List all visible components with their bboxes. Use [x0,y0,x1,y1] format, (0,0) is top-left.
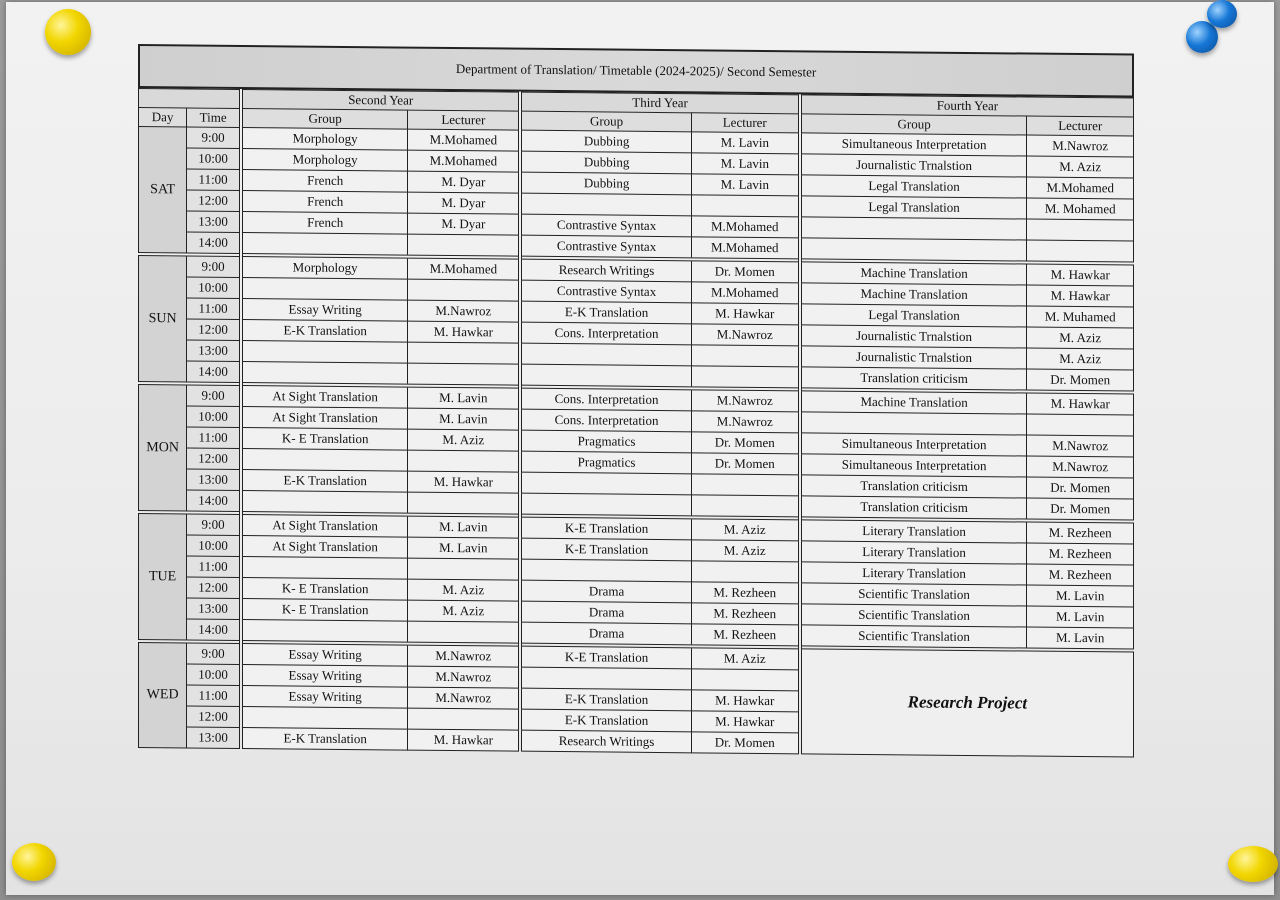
y2-group-cell [241,448,408,471]
y4-group-cell: Scientific Translation [800,604,1027,627]
day-cell: MON [139,383,187,512]
y3-lecturer-cell [691,366,800,390]
y3-group-cell: Dubbing [520,151,691,174]
y4-group-cell [800,238,1027,263]
y2-group-cell: French [241,169,408,192]
day-cell: SUN [139,254,187,383]
y2-lecturer-cell: M.Nawroz [408,666,521,688]
y3-group-cell: K-E Translation [520,538,691,561]
y3-group-cell: Research Writings [520,730,691,753]
y2-lecturer-cell: M. Lavin [408,386,521,410]
y3-group-cell: K-E Translation [520,645,691,669]
y3-group-cell [520,559,691,582]
day-cell: TUE [139,512,187,641]
y2-lecturer-cell: M.Nawroz [408,300,521,322]
y3-group-cell: Cons. Interpretation [520,387,691,411]
y4-lecturer-cell: Dr. Momen [1027,498,1134,522]
y2-lecturer-cell [408,363,521,387]
y2-lecturer-cell: M. Lavin [408,515,521,539]
y2-group-cell [241,706,408,729]
y3-group-cell: K-E Translation [520,516,691,540]
time-cell: 13:00 [187,469,241,491]
y4-lecturer-cell: M. Hawkar [1027,285,1134,307]
y4-group-cell: Legal Translation [800,196,1027,219]
y3-group-cell: Pragmatics [520,451,691,474]
time-cell: 9:00 [187,127,241,149]
time-cell: 9:00 [187,383,241,406]
y3-lecturer-cell [691,669,800,691]
y3-group-cell: E-K Translation [520,709,691,732]
y4-group-cell: Simultaneous Interpretation [800,133,1027,156]
time-cell: 13:00 [187,211,241,233]
y3-lecturer-cell: M.Mohamed [691,237,800,261]
y4-lecturer-cell: M. Lavin [1027,606,1134,628]
y3-group-cell [520,364,691,388]
timetable-sheet [138,44,1134,786]
y4-group-cell: Translation criticism [800,496,1027,521]
y4-lecturer-cell [1027,414,1134,436]
fourth-year-header: Fourth Year [800,95,1134,117]
yellow-pin-top-left [45,9,91,55]
time-cell: 11:00 [187,556,241,578]
time-cell: 10:00 [187,277,241,299]
y2-lecturer-cell: M. Aziz [408,600,521,622]
y2-lecturer-cell: M.Mohamed [408,257,521,281]
y2-lecturer-cell: M. Lavin [408,537,521,559]
y2-lecturer-cell [408,558,521,580]
y2-lecturer-cell: M. Aziz [408,429,521,451]
y4-group-cell: Machine Translation [800,389,1027,414]
y2-group-cell [241,490,408,514]
y2-group-cell [241,361,408,385]
y3-group-cell: E-K Translation [520,688,691,711]
y2-lecturer-cell: M.Mohamed [408,129,521,151]
time-cell: 14:00 [187,232,241,255]
y4-lecturer-cell: M. Rezheen [1027,543,1134,565]
y4-group-cell: Translation criticism [800,367,1027,392]
y4-group-cell: Legal Translation [800,175,1027,198]
y3-group-cell: Dubbing [520,130,691,153]
y4-lecturer-cell: M.Nawroz [1027,135,1134,157]
y4-group-cell: Scientific Translation [800,583,1027,606]
y3-lecturer-cell: M. Rezheen [691,624,800,648]
group-column-header: Group [241,108,408,129]
y3-group-cell: Pragmatics [520,430,691,453]
y2-group-cell [241,619,408,643]
time-cell: 11:00 [187,685,241,707]
y3-lecturer-cell [691,495,800,519]
y4-lecturer-cell: M. Aziz [1027,156,1134,178]
y3-lecturer-cell [691,195,800,217]
y4-lecturer-cell: M. Hawkar [1027,263,1134,287]
day-cell: SAT [139,127,187,255]
time-cell: 10:00 [187,148,241,170]
y3-group-cell: Drama [520,580,691,603]
y2-lecturer-cell: M.Nawroz [408,687,521,709]
y4-group-cell: Simultaneous Interpretation [800,433,1027,456]
y3-lecturer-cell [691,345,800,367]
y2-group-cell: K- E Translation [241,427,408,450]
y2-group-cell: Essay Writing [241,642,408,666]
y4-lecturer-cell: M.Mohamed [1027,177,1134,199]
y3-group-cell: E-K Translation [520,301,691,324]
lecturer-column-header: Lecturer [1027,116,1134,136]
y2-lecturer-cell: M. Hawkar [408,729,521,751]
y3-lecturer-cell [691,474,800,496]
time-cell: 12:00 [187,448,241,470]
y4-lecturer-cell: M. Mohamed [1027,198,1134,220]
y2-lecturer-cell [408,234,521,258]
lecturer-column-header: Lecturer [408,110,521,130]
y2-lecturer-cell [408,708,521,730]
y2-group-cell [241,340,408,363]
y4-lecturer-cell: M. Rezheen [1027,564,1134,586]
time-cell: 10:00 [187,406,241,428]
y2-group-cell: Morphology [241,127,408,150]
y3-group-cell: Cons. Interpretation [520,322,691,345]
second-year-header: Second Year [241,89,520,111]
y2-lecturer-cell: M. Hawkar [408,321,521,343]
blue-pin-top-right-2 [1207,0,1237,28]
y4-group-cell: Journalistic Trnalstion [800,325,1027,348]
y2-group-cell: At Sight Translation [241,513,408,537]
yellow-pin-bottom-right [1228,846,1278,882]
y2-group-cell [241,556,408,579]
y2-group-cell: Essay Writing [241,298,408,321]
y2-group-cell: French [241,190,408,213]
y2-lecturer-cell [408,492,521,516]
time-cell: 12:00 [187,706,241,728]
y3-lecturer-cell: M. Lavin [691,174,800,196]
time-column-header: Time [187,108,241,128]
time-cell: 12:00 [187,319,241,341]
y3-lecturer-cell [691,561,800,583]
y2-lecturer-cell: M. Lavin [408,408,521,430]
y2-group-cell: Morphology [241,255,408,279]
y3-group-cell: Cons. Interpretation [520,409,691,432]
y4-lecturer-cell: M. Aziz [1027,348,1134,370]
y3-group-cell [520,343,691,366]
y3-group-cell: Dubbing [520,172,691,195]
time-cell: 14:00 [187,361,241,384]
y2-group-cell: E-K Translation [241,727,408,750]
y4-group-cell [800,412,1027,435]
y3-lecturer-cell: M. Aziz [691,646,800,670]
y2-group-cell: Essay Writing [241,685,408,708]
y4-lecturer-cell: M. Lavin [1027,585,1134,607]
y2-lecturer-cell: M. Dyar [408,213,521,235]
y2-lecturer-cell: M. Dyar [408,171,521,193]
y3-lecturer-cell: M.Nawroz [691,324,800,346]
y2-group-cell: E-K Translation [241,469,408,492]
y4-lecturer-cell [1027,219,1134,241]
day-column-header: Day [139,108,187,127]
blank-header-cell [139,89,242,109]
lecturer-column-header: Lecturer [691,113,800,133]
y4-group-cell: Machine Translation [800,283,1027,306]
y4-group-cell: Legal Translation [800,304,1027,327]
y3-lecturer-cell: M.Mohamed [691,282,800,304]
y3-lecturer-cell: M. Hawkar [691,711,800,733]
y4-lecturer-cell: M. Muhamed [1027,306,1134,328]
day-cell: WED [139,641,187,748]
y3-lecturer-cell: M.Nawroz [691,388,800,412]
yellow-pin-bottom-left [12,843,56,881]
time-cell: 11:00 [187,298,241,320]
time-cell: 10:00 [187,664,241,686]
y4-lecturer-cell [1027,240,1134,264]
y2-lecturer-cell [408,342,521,364]
y3-lecturer-cell: M. Rezheen [691,582,800,604]
time-cell: 12:00 [187,577,241,599]
y4-lecturer-cell: Dr. Momen [1027,477,1134,499]
y3-group-cell [520,193,691,216]
y3-lecturer-cell: Dr. Momen [691,432,800,454]
y3-group-cell: Contrastive Syntax [520,214,691,237]
y2-lecturer-cell [408,279,521,301]
y3-group-cell: Drama [520,622,691,646]
y2-group-cell: At Sight Translation [241,406,408,429]
y4-group-cell: Literary Translation [800,541,1027,564]
time-cell: 10:00 [187,535,241,557]
timetable-title: Department of Translation/ Timetable (2024-2025)/ Second Semester [138,44,1134,98]
y2-group-cell: At Sight Translation [241,384,408,408]
time-cell: 9:00 [187,512,241,535]
y4-lecturer-cell: M. Hawkar [1027,392,1134,416]
y3-lecturer-cell: M.Nawroz [691,411,800,433]
y3-group-cell: Research Writings [520,258,691,282]
y3-group-cell [520,472,691,495]
time-cell: 14:00 [187,490,241,513]
y3-lecturer-cell: M. Hawkar [691,303,800,325]
y4-lecturer-cell: M. Lavin [1027,627,1134,651]
y3-lecturer-cell: M. Lavin [691,132,800,154]
y4-group-cell: Journalistic Trnalstion [800,154,1027,177]
y2-group-cell [241,232,408,256]
time-cell: 9:00 [187,641,241,664]
y3-group-cell [520,493,691,517]
y4-lecturer-cell: M. Aziz [1027,327,1134,349]
y3-lecturer-cell: M. Aziz [691,517,800,541]
time-cell: 12:00 [187,190,241,212]
time-cell: 11:00 [187,169,241,191]
time-cell: 14:00 [187,619,241,642]
y4-group-cell: Journalistic Trnalstion [800,346,1027,369]
time-cell: 13:00 [187,340,241,362]
y4-group-cell: Literary Translation [800,562,1027,585]
y4-group-cell: Literary Translation [800,518,1027,543]
y2-lecturer-cell: M. Aziz [408,579,521,601]
y3-lecturer-cell: M. Rezheen [691,603,800,625]
y2-lecturer-cell: M.Mohamed [408,150,521,172]
y3-lecturer-cell: Dr. Momen [691,453,800,475]
y3-lecturer-cell: M.Mohamed [691,216,800,238]
y4-group-cell [800,217,1027,240]
y2-lecturer-cell [408,450,521,472]
time-cell: 9:00 [187,254,241,277]
y2-lecturer-cell: M. Hawkar [408,471,521,493]
timetable-table [138,88,1134,758]
y3-group-cell: Contrastive Syntax [520,280,691,303]
y3-group-cell: Contrastive Syntax [520,235,691,259]
y2-lecturer-cell: M.Nawroz [408,644,521,668]
y3-group-cell [520,667,691,690]
y2-lecturer-cell: M. Dyar [408,192,521,214]
y2-group-cell: K- E Translation [241,577,408,600]
y3-lecturer-cell: Dr. Momen [691,732,800,754]
y4-lecturer-cell: Dr. Momen [1027,369,1134,393]
time-cell: 13:00 [187,598,241,620]
y4-lecturer-cell: M.Nawroz [1027,435,1134,457]
group-column-header: Group [800,114,1027,135]
y2-group-cell: Morphology [241,148,408,171]
group-column-header: Group [520,111,691,132]
y4-group-cell: Simultaneous Interpretation [800,454,1027,477]
y4-group-cell: Scientific Translation [800,625,1027,650]
y2-group-cell: Essay Writing [241,664,408,687]
y4-lecturer-cell: M.Nawroz [1027,456,1134,478]
y4-lecturer-cell: M. Rezheen [1027,521,1134,545]
time-cell: 11:00 [187,427,241,449]
y3-lecturer-cell: M. Hawkar [691,690,800,712]
y3-group-cell: Drama [520,601,691,624]
y3-lecturer-cell: M. Lavin [691,153,800,175]
y2-group-cell: French [241,211,408,234]
y4-group-cell: Translation criticism [800,475,1027,498]
research-project-cell: Research Project [800,647,1134,757]
y3-lecturer-cell: Dr. Momen [691,259,800,283]
y4-group-cell: Machine Translation [800,260,1027,285]
y2-group-cell: E-K Translation [241,319,408,342]
y2-group-cell [241,277,408,300]
y2-group-cell: At Sight Translation [241,535,408,558]
third-year-header: Third Year [520,92,799,114]
time-cell: 13:00 [187,727,241,749]
y2-group-cell: K- E Translation [241,598,408,621]
y2-lecturer-cell [408,621,521,645]
y3-lecturer-cell: M. Aziz [691,540,800,562]
